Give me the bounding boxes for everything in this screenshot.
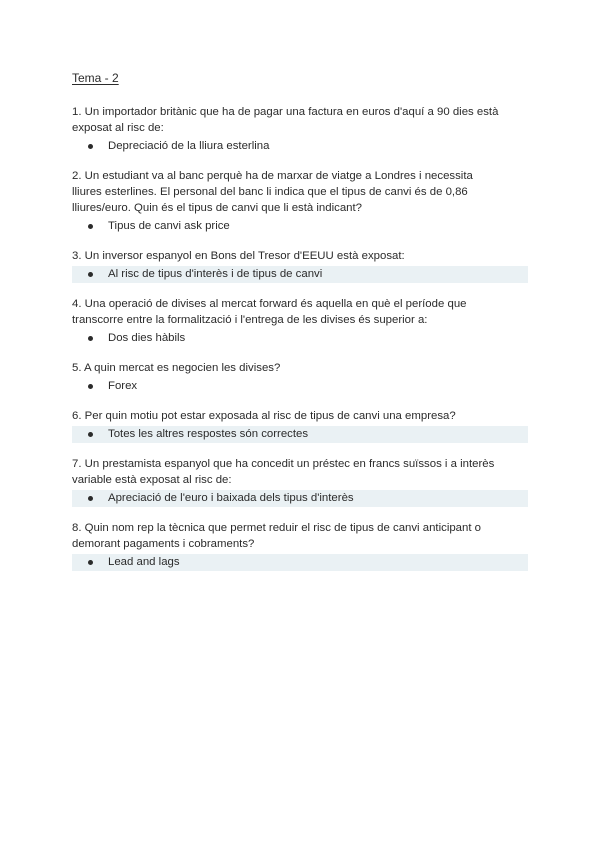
bullet-icon (88, 336, 93, 341)
answer-text: Depreciació de la lliura esterlina (108, 140, 270, 152)
question-text-line: lliures esterlines. El personal del banc li indica que el tipus de canvi és de 0,86 (72, 186, 468, 198)
bullet-icon (88, 144, 93, 149)
question-2 (72, 168, 532, 235)
question-text-line: transcorre entre la formalització i l'entrega de les divises és superior a: (72, 314, 428, 326)
answer-text: Totes les altres respostes són correctes (108, 428, 309, 440)
answer-item (72, 266, 528, 283)
question-8 (72, 520, 532, 571)
question-text-line: 6. Per quin motiu pot estar exposada al risc de tipus de canvi una empresa? (72, 410, 456, 422)
question-text-line: 8. Quin nom rep la tècnica que permet reduir el risc de tipus de canvi anticipant o (72, 522, 482, 534)
question-text-line: demorant pagaments i cobraments? (72, 538, 255, 550)
page-title: Tema - 2 (72, 71, 119, 85)
question-1 (72, 104, 532, 155)
question-text-line: variable està exposat al risc de: (72, 474, 232, 486)
question-text-line: 1. Un importador britànic que ha de pagar una factura en euros d'aquí a 90 dies està (72, 106, 499, 118)
answer-item (72, 138, 528, 155)
question-text-line: lliures/euro. Quin és el tipus de canvi que li està indicant? (72, 202, 362, 214)
bullet-icon (88, 432, 93, 437)
answer-item (72, 426, 528, 443)
question-6 (72, 408, 532, 443)
answer-text: Lead and lags (108, 556, 180, 568)
question-text-line: 4. Una operació de divises al mercat forward és aquella en què el període que (72, 298, 467, 310)
answer-item (72, 554, 528, 571)
bullet-icon (88, 496, 93, 501)
question-5 (72, 360, 532, 395)
answer-item (72, 330, 528, 347)
question-text-line: 3. Un inversor espanyol en Bons del Tresor d'EEUU està exposat: (72, 250, 405, 262)
answer-text: Al risc de tipus d'interès i de tipus de canvi (108, 268, 323, 280)
answer-item (72, 378, 528, 395)
question-text-line: 5. A quin mercat es negocien les divises? (72, 362, 281, 374)
question-3 (72, 248, 532, 283)
question-4 (72, 296, 532, 347)
bullet-icon (88, 224, 93, 229)
answer-item (72, 218, 528, 235)
question-text-line: exposat al risc de: (72, 122, 164, 134)
answer-text: Apreciació de l'euro i baixada dels tipus d'interès (108, 492, 354, 504)
bullet-icon (88, 560, 93, 565)
answer-text: Forex (108, 380, 138, 392)
answer-text: Dos dies hàbils (108, 332, 186, 344)
question-text-line: 2. Un estudiant va al banc perquè ha de marxar de viatge a Londres i necessita (72, 170, 473, 182)
answer-item (72, 490, 528, 507)
bullet-icon (88, 384, 93, 389)
answer-text: Tipus de canvi ask price (108, 220, 230, 232)
bullet-icon (88, 272, 93, 277)
question-text-line: 7. Un prestamista espanyol que ha concedit un préstec en francs suïssos i a interès (72, 458, 495, 470)
question-7 (72, 456, 532, 507)
